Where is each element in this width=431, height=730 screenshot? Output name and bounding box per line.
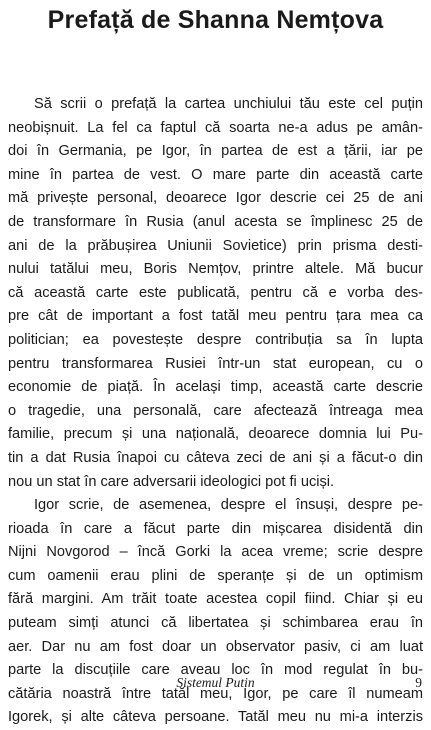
text-line: cum oamenii erau plini de speranțe și de un optimism [8, 567, 423, 584]
text-line: aer. Dar nu am fost doar un observator pasiv, ci am luat [8, 638, 423, 655]
text-line: Igor scrie, de asemenea, despre el însuși, despre pe- [34, 497, 423, 514]
text-line: o tragedie, una personală, care afectează întreaga mea [8, 402, 423, 419]
text-line: economie de piață. În același timp, această carte descrie [8, 379, 423, 396]
text-line: nou un stat în care adversarii ideologici pot fi uciși. [8, 473, 335, 490]
text-line: familie, precum și una națională, deoarece domnia lui Pu- [8, 426, 423, 443]
text-line: cătăria noastră între tatăl meu, Igor, pe care îl numeam [8, 685, 423, 702]
text-line: că această carte este publicată, pentru că e vorba des- [8, 284, 423, 301]
text-line: parte la discuțiile care aveau loc în mod regulat în bu- [8, 662, 423, 679]
footer-book-title: Sistemul Putin [176, 675, 255, 690]
text-line: de transformare în Rusia (anul acesta se împlinesc 25 de [8, 213, 423, 230]
text-line: politician; ea povestește despre contribuția sa în lupta [8, 331, 423, 348]
text-line: Nijni Novgorod – încă Gorki la acea vreme; scrie despre [8, 544, 423, 561]
text-line: pentru transformarea Rusiei într-un stat european, cu o [8, 355, 423, 372]
text-line: nului tatălui meu, Boris Nemțov, printre altele. Mă bucur [8, 261, 423, 278]
text-line: fără margini. Am trăit toate acestea copil fiind. Chiar și eu [8, 591, 423, 608]
text-line: mă privește personal, deoarece Igor descrie cei 25 de ani [8, 190, 423, 207]
text-line: rioada în care a făcut parte din mișcarea disidentă din [8, 520, 423, 537]
text-line: tin a dat Rusia înapoi cu câteva zeci de ani și a făcut-o din [8, 449, 423, 466]
text-line: Igorek, și alte câteva persoane. Tatăl meu nu mi-a interzis [8, 709, 423, 726]
text-line: neobișnuit. La fel ca faptul că soarta ne-a adus pe amân- [8, 119, 423, 136]
text-line: puteam simți atunci că libertatea și schimbarea erau în [8, 615, 423, 632]
text-line: pre cât de important a fost tatăl meu pentru țara mea ca [8, 308, 423, 325]
text-line: Să scrii o prefață la cartea unchiului tău este cel puțin [34, 96, 423, 112]
page-title: Prefață de Shanna Nemțova [47, 6, 384, 34]
page-number: 9 [415, 675, 422, 690]
text-line: doi în Germania, pe Igor, în partea de est a țării, iar pe [8, 143, 423, 160]
body-text [8, 93, 423, 730]
text-line: mine în partea de vest. O mare parte din această carte [8, 166, 423, 183]
text-line: ani de la prăbușirea Uniunii Sovietice) prin prisma desti- [8, 237, 423, 254]
